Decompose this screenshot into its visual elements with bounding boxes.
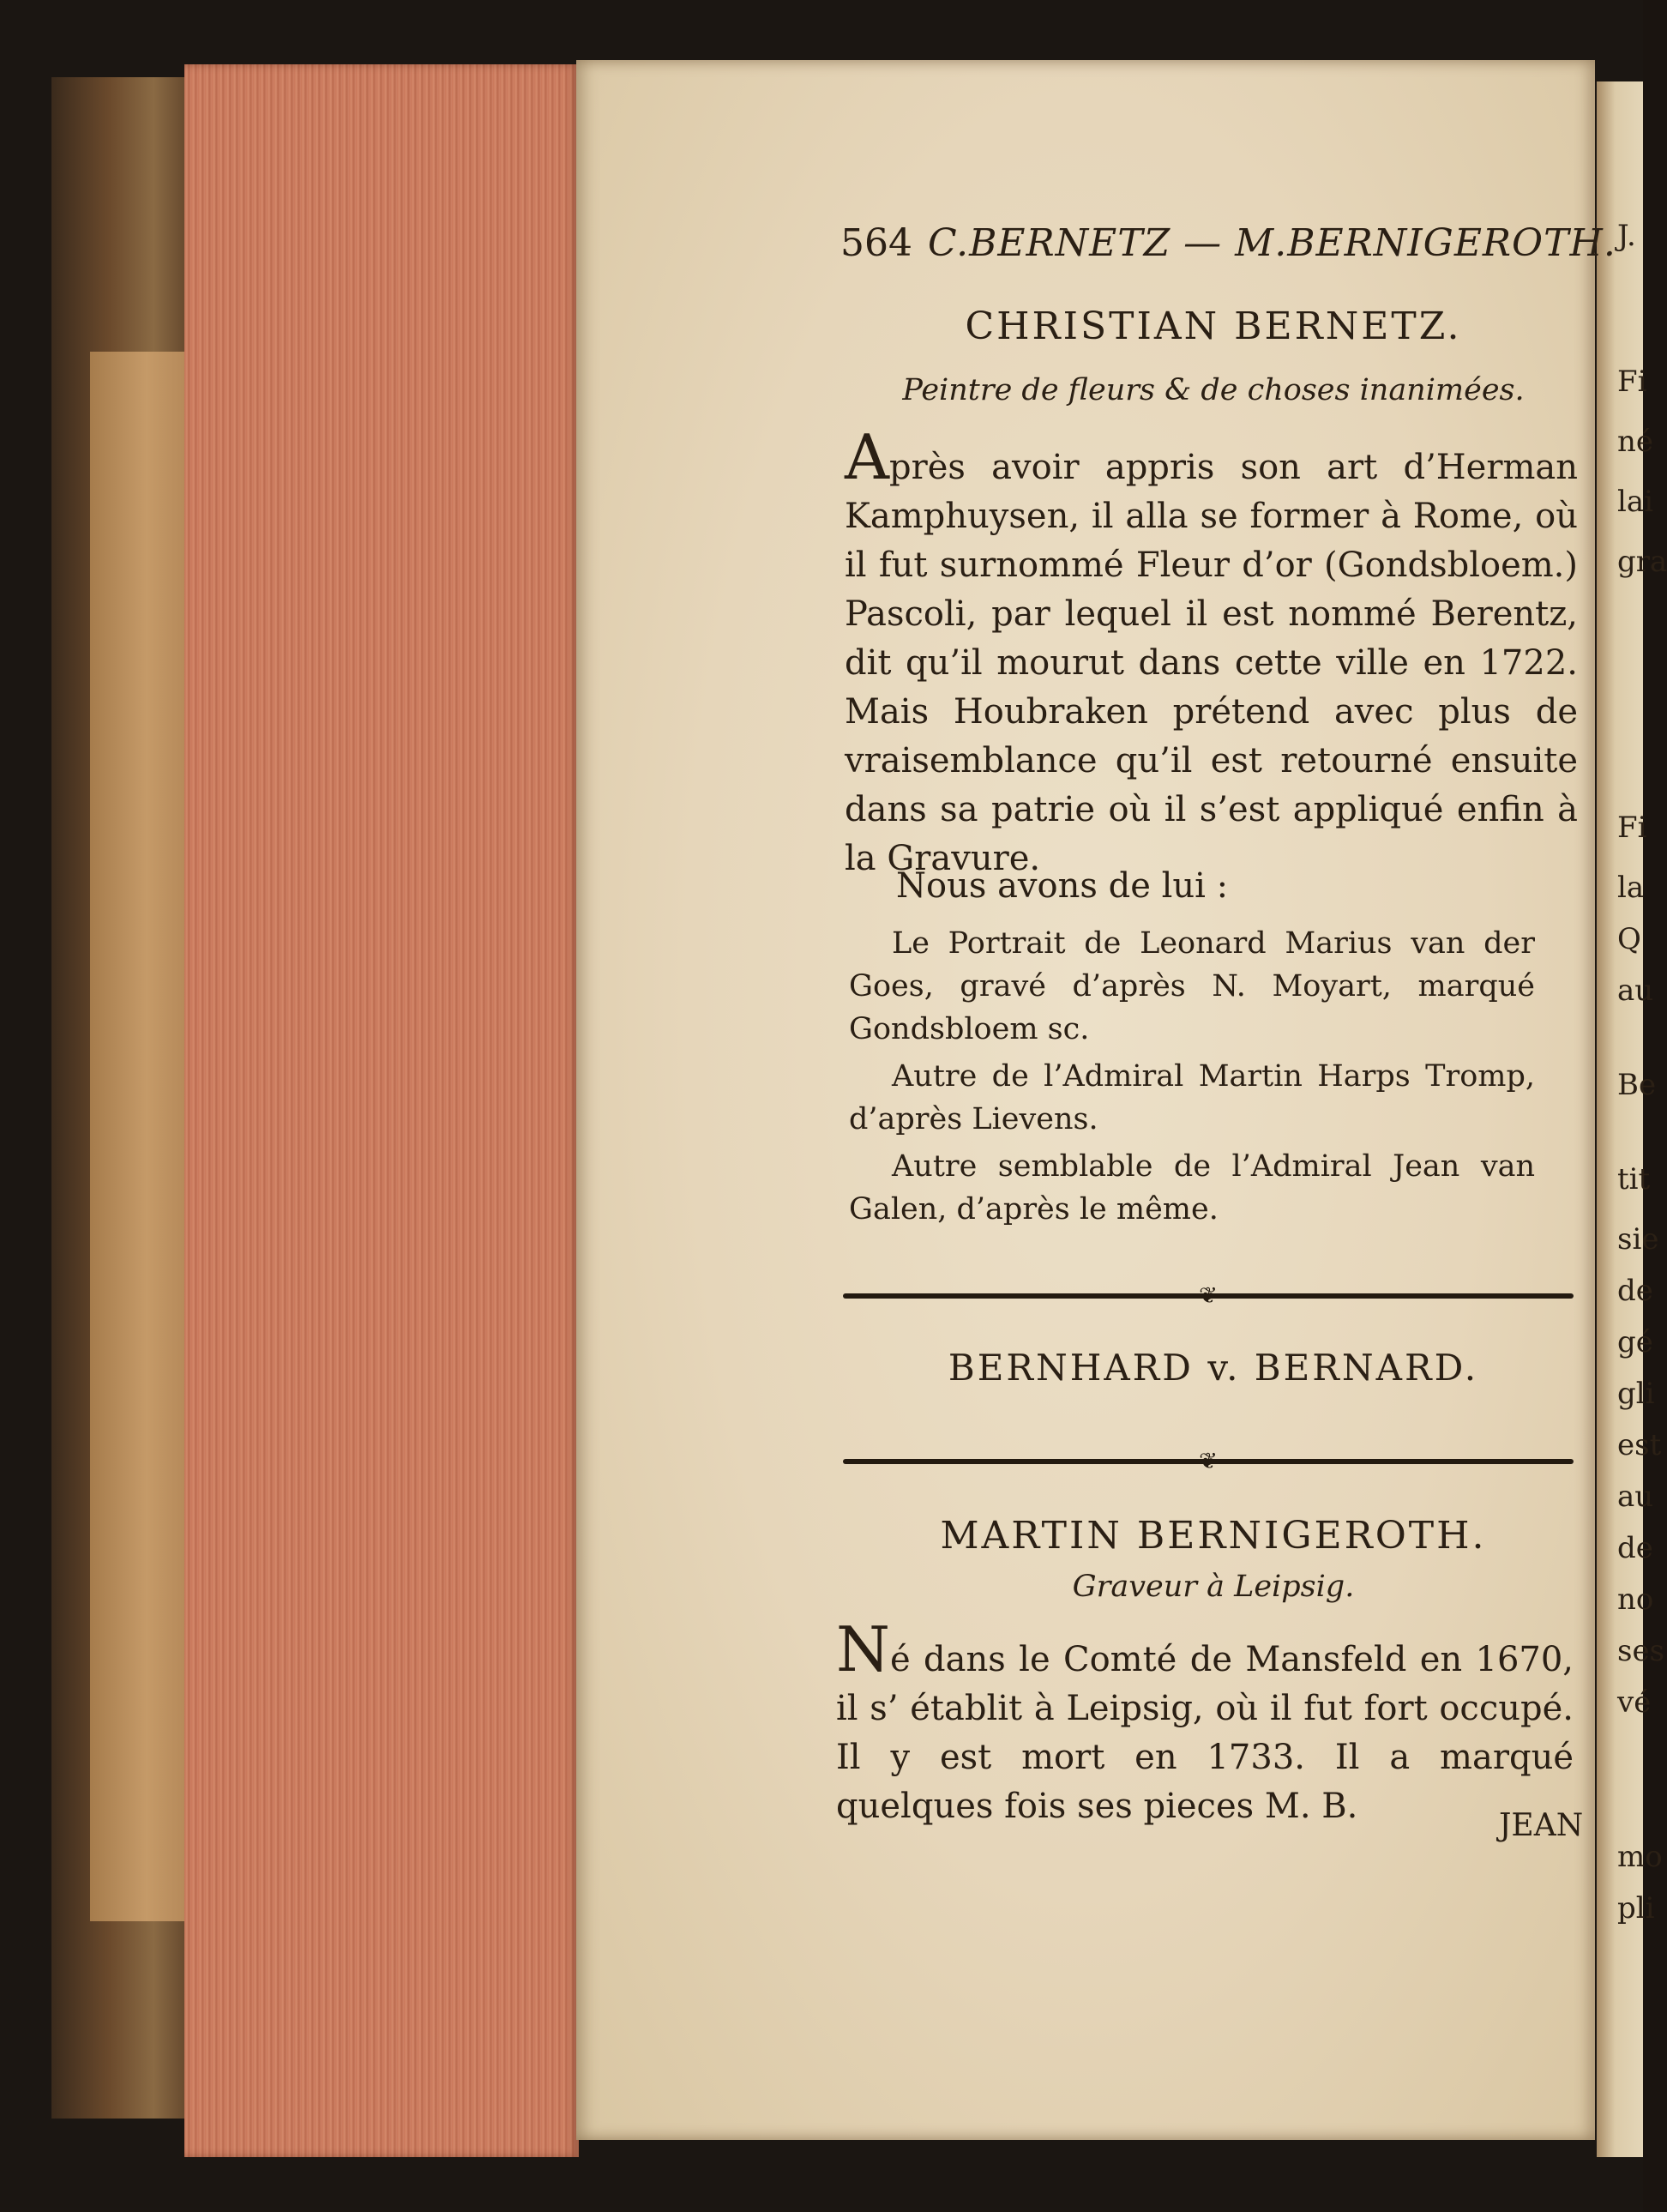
- adjacent-fragment: au: [1617, 1480, 1654, 1514]
- drop-initial: N: [836, 1613, 890, 1685]
- adjacent-fragment: au: [1617, 973, 1654, 1008]
- adjacent-fragment: Q: [1617, 922, 1641, 956]
- entry-subtitle: Graveur à Leipsig.: [1072, 1570, 1355, 1604]
- paragraph-text: près avoir appris son art d’Herman Kamphuysen, il alla se former à Rome, où il fut surnommé Fleur d’or (Gondsbloem.) Pascoli, par lequel il est nommé Berentz, dit qu’il mourut dans cette ville en 1722. Mais Houbraken prétend avec plus de vraisemblance qu’il est retourné ensuite dans sa patrie où il s’est appliqué enfin à la Gravure.: [845, 448, 1578, 878]
- adjacent-fragment: Be: [1617, 1068, 1657, 1102]
- works-intro: Nous avons de lui :: [896, 866, 1229, 906]
- paragraph-text: é dans le Comté de Mansfeld en 1670, il s’ établit à Leipsig, où il fut fort occupé. Il y est mort en 1733. Il a marqué quelques fois ses pieces M. B.: [836, 1640, 1574, 1826]
- work-item: Autre de l’Admiral Martin Harps Tromp, d’après Lievens.: [849, 1059, 1535, 1136]
- adjacent-fragment: gra: [1617, 545, 1667, 579]
- left-paper-edge: [90, 352, 184, 1921]
- entry-title: MARTIN BERNIGEROTH.: [940, 1514, 1487, 1558]
- adjacent-fragment: né: [1617, 425, 1654, 459]
- adjacent-fragment: Fi: [1617, 811, 1647, 845]
- adjacent-fragment: J.: [1617, 219, 1636, 253]
- adjacent-fragment: gli: [1617, 1377, 1655, 1411]
- fleuron-icon: ❦: [1199, 1449, 1218, 1474]
- drop-initial: A: [845, 421, 889, 493]
- entry-paragraph: [845, 421, 1578, 883]
- adjacent-fragment: tit: [1617, 1162, 1651, 1196]
- adjacent-fragment: est: [1617, 1428, 1662, 1462]
- page-block-fore-edge: [184, 64, 579, 2157]
- page-number: 564: [840, 221, 912, 265]
- adjacent-fragment: la: [1617, 871, 1645, 905]
- adjacent-fragment: de: [1617, 1531, 1653, 1565]
- adjacent-fragment: sie: [1617, 1222, 1659, 1257]
- work-item: Autre semblable de l’Admiral Jean van Galen, d’après le même.: [849, 1149, 1535, 1227]
- adjacent-fragment: no: [1617, 1582, 1654, 1617]
- running-head: [840, 221, 1616, 273]
- fleuron-icon: ❦: [1199, 1283, 1218, 1309]
- entry-subtitle: Peintre de fleurs & de choses inanimées.: [902, 373, 1525, 407]
- adjacent-fragment: gé: [1617, 1325, 1653, 1359]
- adjacent-fragment: de: [1617, 1274, 1653, 1308]
- running-head-title: C.BERNETZ — M.BERNIGEROTH.: [927, 221, 1616, 265]
- adjacent-fragment: ses: [1617, 1634, 1665, 1668]
- entry-paragraph: [836, 1613, 1574, 1831]
- adjacent-page: [1597, 81, 1667, 2157]
- ornamental-rule: [843, 1449, 1574, 1474]
- adjacent-fragment: vé: [1617, 1685, 1652, 1720]
- cross-reference: BERNHARD v. BERNARD.: [948, 1347, 1479, 1389]
- adjacent-fragment: lai: [1617, 485, 1654, 519]
- ornamental-rule: [843, 1283, 1574, 1309]
- catchword: JEAN: [1499, 1808, 1584, 1843]
- entry-title: CHRISTIAN BERNETZ.: [965, 304, 1462, 348]
- adjacent-fragment: Fi: [1617, 365, 1647, 399]
- book-cover-edge: [51, 77, 197, 2119]
- adjacent-fragment: mo: [1617, 1840, 1663, 1874]
- adjacent-fragment: pli: [1617, 1891, 1655, 1926]
- work-item: Le Portrait de Leonard Marius van der Goes, gravé d’après N. Moyart, marqué Gondsbloem sc.: [849, 926, 1535, 1046]
